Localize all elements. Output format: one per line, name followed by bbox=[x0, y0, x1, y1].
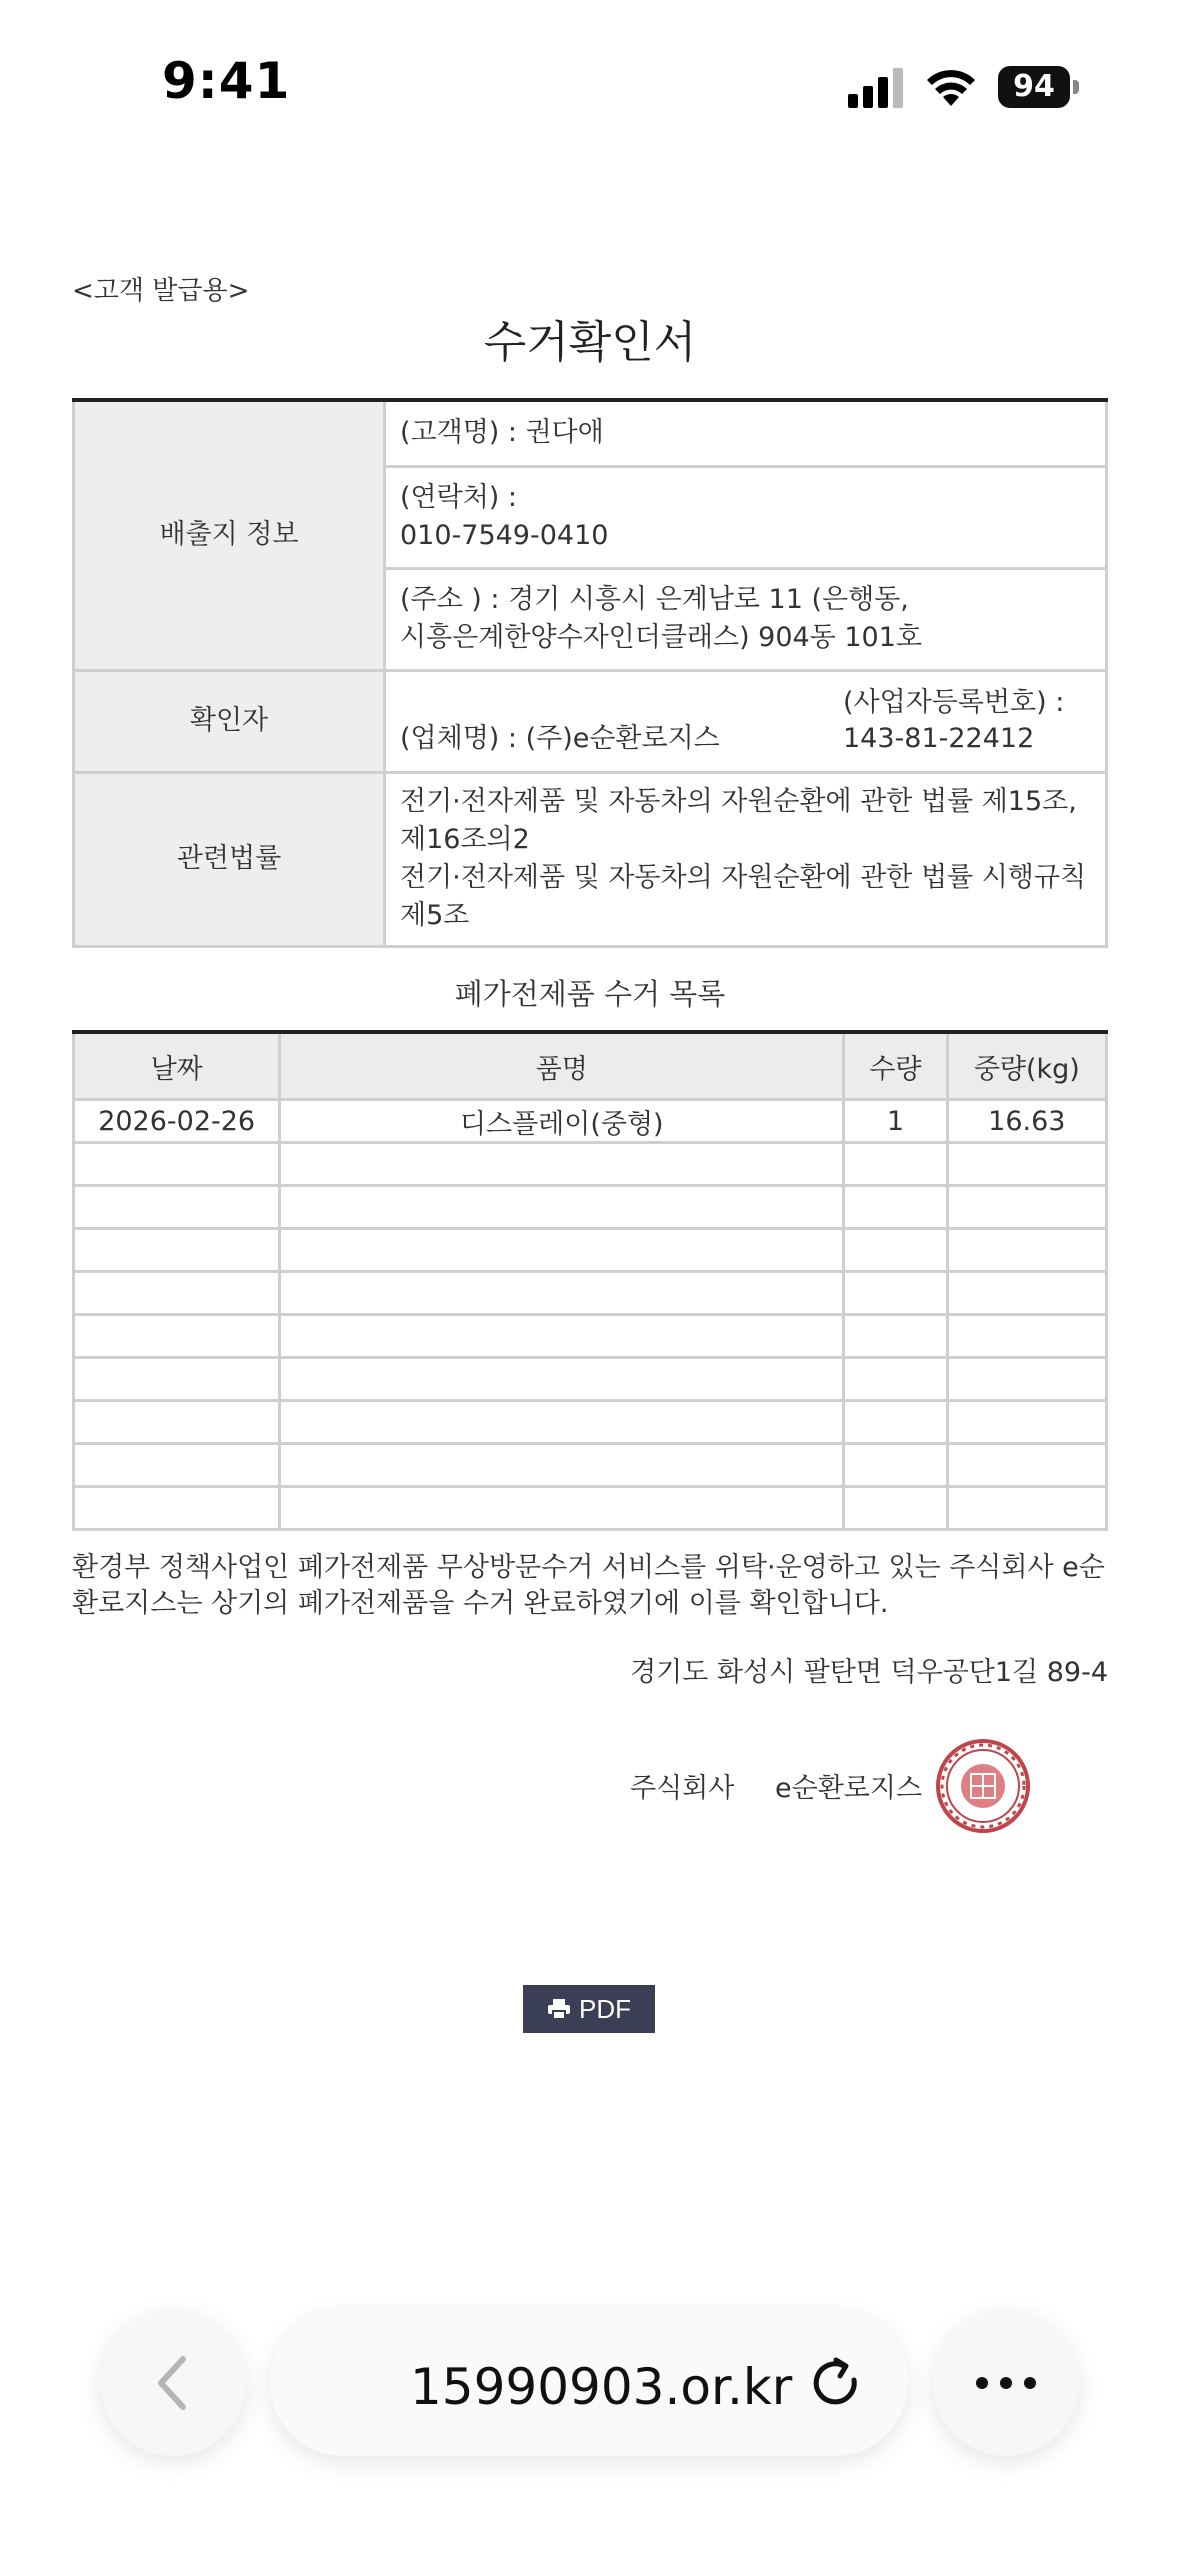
law-line-4: 제5조 bbox=[400, 900, 470, 931]
confirmer-header: 확인자 bbox=[74, 670, 385, 772]
back-button[interactable] bbox=[100, 2310, 246, 2456]
reg-label: (사업자등록번호) : bbox=[843, 686, 1065, 718]
pdf-button-label: PDF bbox=[579, 1993, 631, 2024]
issue-label: <고객 발급용> bbox=[72, 276, 250, 306]
address-bar[interactable] bbox=[270, 2310, 908, 2456]
customer-name: (고객명) : 권다애 bbox=[385, 400, 1107, 466]
empty-row bbox=[74, 1229, 1107, 1272]
header-item: 품명 bbox=[280, 1032, 844, 1100]
contact-value: 010-7549-0410 bbox=[400, 520, 609, 551]
company-name: e순환로지스 bbox=[775, 1773, 923, 1804]
header-qty: 수량 bbox=[844, 1032, 947, 1100]
company-prefix: 주식회사 bbox=[630, 1773, 735, 1804]
empty-row bbox=[74, 1401, 1107, 1444]
statement-line-1: 환경부 정책사업인 폐가전제품 무상방문수거 서비스를 위탁·운영하고 있는 주식회사 e순 bbox=[72, 1552, 1105, 1583]
header-date: 날짜 bbox=[74, 1032, 280, 1100]
law-line-2: 제16조의2 bbox=[400, 824, 530, 855]
more-button[interactable] bbox=[933, 2310, 1079, 2456]
confirmation-statement bbox=[72, 1550, 1112, 1622]
chevron-left-icon bbox=[153, 2353, 193, 2413]
address-cell bbox=[385, 568, 1107, 670]
wifi-icon bbox=[925, 62, 977, 108]
empty-row bbox=[74, 1444, 1107, 1487]
company-seal-icon bbox=[935, 1738, 1031, 1834]
row-weight: 16.63 bbox=[947, 1100, 1106, 1143]
collection-list-table bbox=[72, 1030, 1108, 1531]
company-address: 경기도 화성시 팔탄면 덕우공단1길 89-4 bbox=[630, 1657, 1108, 1688]
empty-row bbox=[74, 1143, 1107, 1186]
confirmer-cell bbox=[385, 670, 1107, 772]
row-date: 2026-02-26 bbox=[74, 1100, 280, 1143]
row-qty: 1 bbox=[844, 1100, 947, 1143]
list-title: 폐가전제품 수거 목록 bbox=[454, 977, 726, 1011]
empty-row bbox=[74, 1358, 1107, 1401]
law-line-1: 전기·전자제품 및 자동차의 자원순환에 관한 법률 제15조, bbox=[400, 786, 1077, 817]
discharge-header: 배출지 정보 bbox=[74, 400, 385, 670]
empty-row bbox=[74, 1315, 1107, 1358]
address-line-1: (주소 ) : 경기 시흥시 은계남로 11 (은행동, bbox=[400, 584, 909, 615]
contact-label: (연락처) : bbox=[400, 482, 517, 513]
more-icon bbox=[974, 2375, 1038, 2391]
battery-icon bbox=[998, 66, 1080, 108]
info-table bbox=[72, 398, 1108, 948]
empty-row bbox=[74, 1272, 1107, 1315]
law-line-3: 전기·전자제품 및 자동차의 자원순환에 관한 법률 시행규칙 bbox=[400, 862, 1087, 893]
law-header: 관련법률 bbox=[74, 772, 385, 946]
cellular-signal-icon bbox=[848, 68, 906, 108]
header-weight: 중량(kg) bbox=[947, 1032, 1106, 1100]
empty-row bbox=[74, 1186, 1107, 1229]
status-time: 9:41 bbox=[162, 52, 291, 110]
row-item: 디스플레이(중형) bbox=[280, 1100, 844, 1143]
battery-level: 94 bbox=[998, 66, 1070, 108]
page-title: 수거확인서 bbox=[483, 317, 697, 368]
contact-cell bbox=[385, 466, 1107, 568]
reload-icon[interactable] bbox=[808, 2354, 866, 2412]
company-field: (업체명) : (주)e순환로지스 bbox=[400, 722, 720, 754]
law-cell bbox=[385, 772, 1107, 946]
pdf-button[interactable] bbox=[523, 1985, 655, 2033]
reg-value: 143-81-22412 bbox=[843, 722, 1035, 754]
table-row bbox=[74, 1100, 1107, 1143]
url-text: 15990903.or.kr bbox=[410, 2358, 793, 2416]
statement-line-2: 환로지스는 상기의 폐가전제품을 수거 완료하였기에 이를 확인합니다. bbox=[72, 1588, 889, 1619]
empty-row bbox=[74, 1487, 1107, 1530]
address-line-2: 시흥은계한양수자인더클래스) 904동 101호 bbox=[400, 622, 922, 653]
printer-icon bbox=[547, 1998, 571, 2020]
